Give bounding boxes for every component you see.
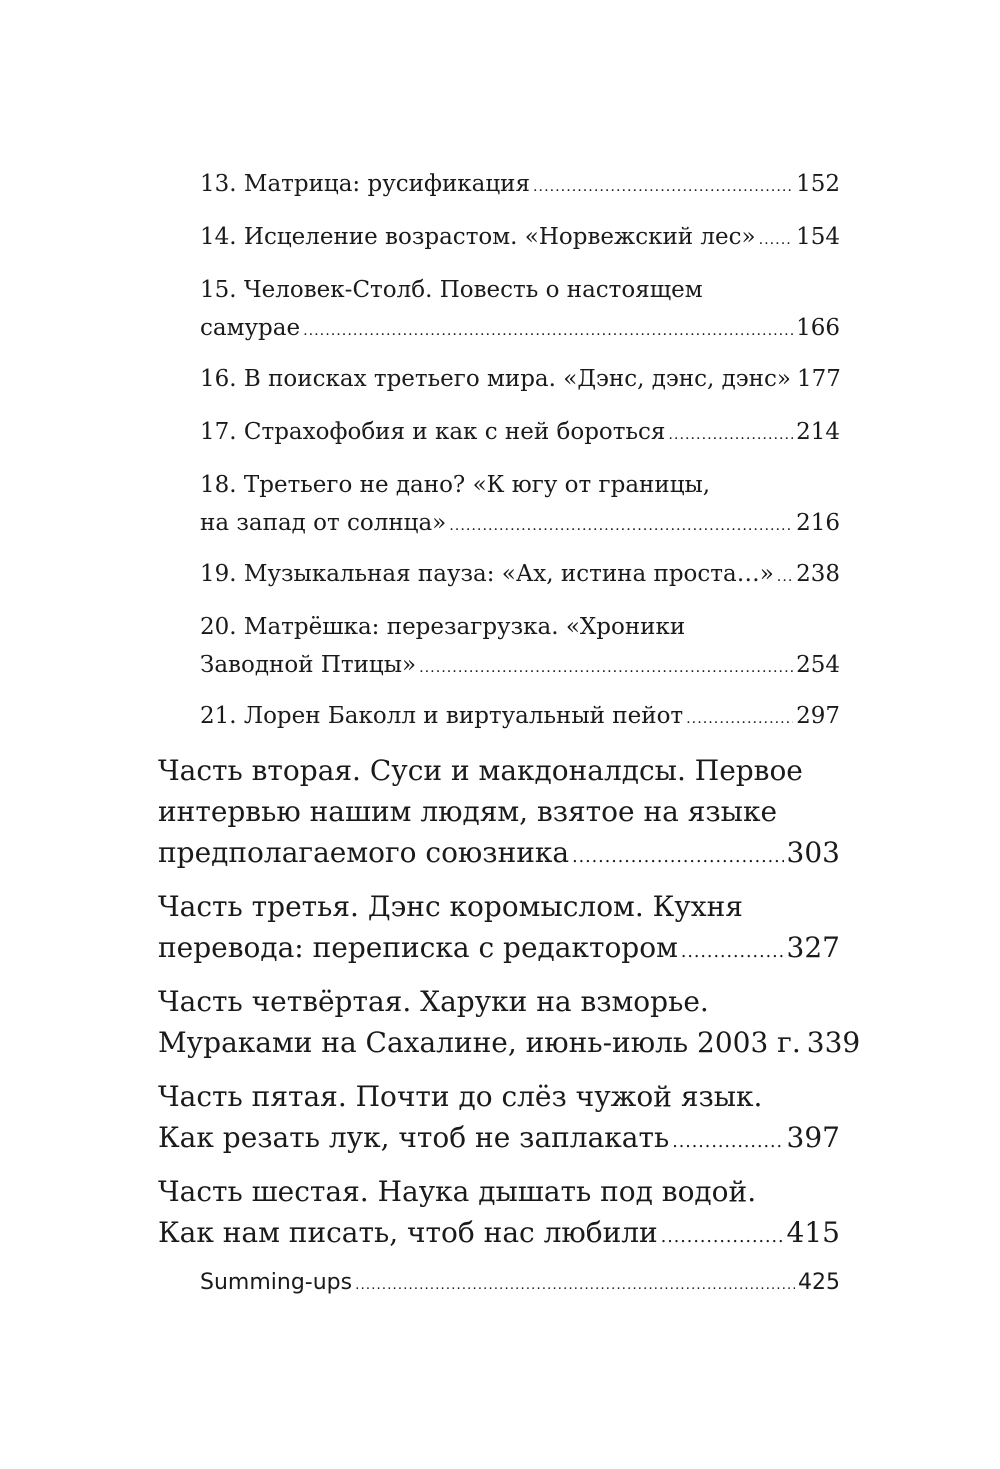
dot-leader <box>686 700 793 738</box>
dot-leader <box>533 168 793 206</box>
toc-part-2 <box>158 750 840 878</box>
page-number: 297 <box>796 703 840 729</box>
entry-title-line: 18. Третьего не дано? «К югу от границы, <box>200 472 711 498</box>
page-number: 425 <box>798 1270 840 1295</box>
toc-entry-17 <box>200 413 840 454</box>
toc-summing-ups <box>200 1265 840 1303</box>
entry-title-line: 16. В поисках третьего мира. «Дэнс, дэнс, дэнс» <box>200 366 791 392</box>
entry-title-line: 13. Матрица: русификация <box>200 171 531 197</box>
entry-title-line: Часть третья. Дэнс коромыслом. Кухня <box>158 890 743 923</box>
entry-title-line: Как нам писать, чтоб нас любили <box>158 1216 658 1249</box>
dot-leader <box>668 416 793 454</box>
page-number: 254 <box>796 652 840 678</box>
toc-entry-16 <box>200 360 840 401</box>
toc-entry-21 <box>200 697 840 738</box>
dot-leader <box>449 507 793 545</box>
page-number: 238 <box>796 561 840 587</box>
dot-leader <box>572 837 783 878</box>
entry-title-line: 14. Исцеление возрастом. «Норвежский лес» <box>200 224 756 250</box>
dot-leader <box>759 221 794 259</box>
entry-title-line: самурае <box>200 315 301 341</box>
entry-title-line: интервью нашим людям, взятое на языке <box>158 795 778 828</box>
entry-title-line: Как резать лук, чтоб не заплакать <box>158 1121 670 1154</box>
toc-entry-18 <box>200 466 840 545</box>
entry-title-line: Часть шестая. Наука дышать под водой. <box>158 1175 757 1208</box>
entry-title-line: Мураками на Сахалине, июнь-июль 2003 г. <box>158 1026 801 1059</box>
entry-title-line: 17. Страхофобия и как с ней бороться <box>200 419 666 445</box>
toc-entry-20 <box>200 608 840 687</box>
entry-title-line: на запад от солнца» <box>200 510 447 536</box>
toc-entry-19 <box>200 555 840 596</box>
dot-leader <box>355 1267 795 1303</box>
page-number: 166 <box>796 315 840 341</box>
entry-title-line: 15. Человек-Столб. Повесть о настоящем <box>200 277 703 303</box>
page-number: 154 <box>796 224 840 250</box>
dot-leader <box>681 932 784 973</box>
toc-entry-15 <box>200 271 840 350</box>
entry-title-line: 19. Музыкальная пауза: «Ах, истина проста…» <box>200 561 774 587</box>
dot-leader <box>777 558 793 596</box>
dot-leader <box>672 1122 783 1163</box>
toc-entry-14 <box>200 218 840 259</box>
toc-entry-13 <box>200 165 840 206</box>
dot-leader <box>303 312 793 350</box>
page-number: 216 <box>796 510 840 536</box>
entry-title-line: Часть пятая. Почти до слёз чужой язык. <box>158 1080 763 1113</box>
page-number: 415 <box>786 1216 840 1249</box>
dot-leader <box>419 649 793 687</box>
page-number: 214 <box>796 419 840 445</box>
toc-part-6 <box>158 1171 840 1258</box>
entry-title-line: предполагаемого союзника <box>158 836 570 869</box>
entry-title-line: 20. Матрёшка: перезагрузка. «Хроники <box>200 614 686 640</box>
entry-title-line: Часть четвёртая. Харуки на взморье. <box>158 985 709 1018</box>
page-number: 177 <box>796 366 841 392</box>
dot-leader <box>661 1217 784 1258</box>
page-number: 327 <box>786 931 840 964</box>
entry-title-line: перевода: переписка с редактором <box>158 931 678 964</box>
toc-part-4 <box>158 981 861 1068</box>
toc-part-5 <box>158 1076 840 1163</box>
page-number: 397 <box>786 1121 840 1154</box>
page-number: 303 <box>786 836 840 869</box>
page-number: 152 <box>796 171 840 197</box>
page-number: 339 <box>806 1026 861 1059</box>
entry-title-line: Часть вторая. Суси и макдоналдсы. Первое <box>158 754 803 787</box>
entry-title-line: 21. Лорен Баколл и виртуальный пейот <box>200 703 684 729</box>
toc-part-3 <box>158 886 840 973</box>
entry-title-line: Summing-ups <box>200 1270 353 1295</box>
entry-title-line: Заводной Птицы» <box>200 652 417 678</box>
